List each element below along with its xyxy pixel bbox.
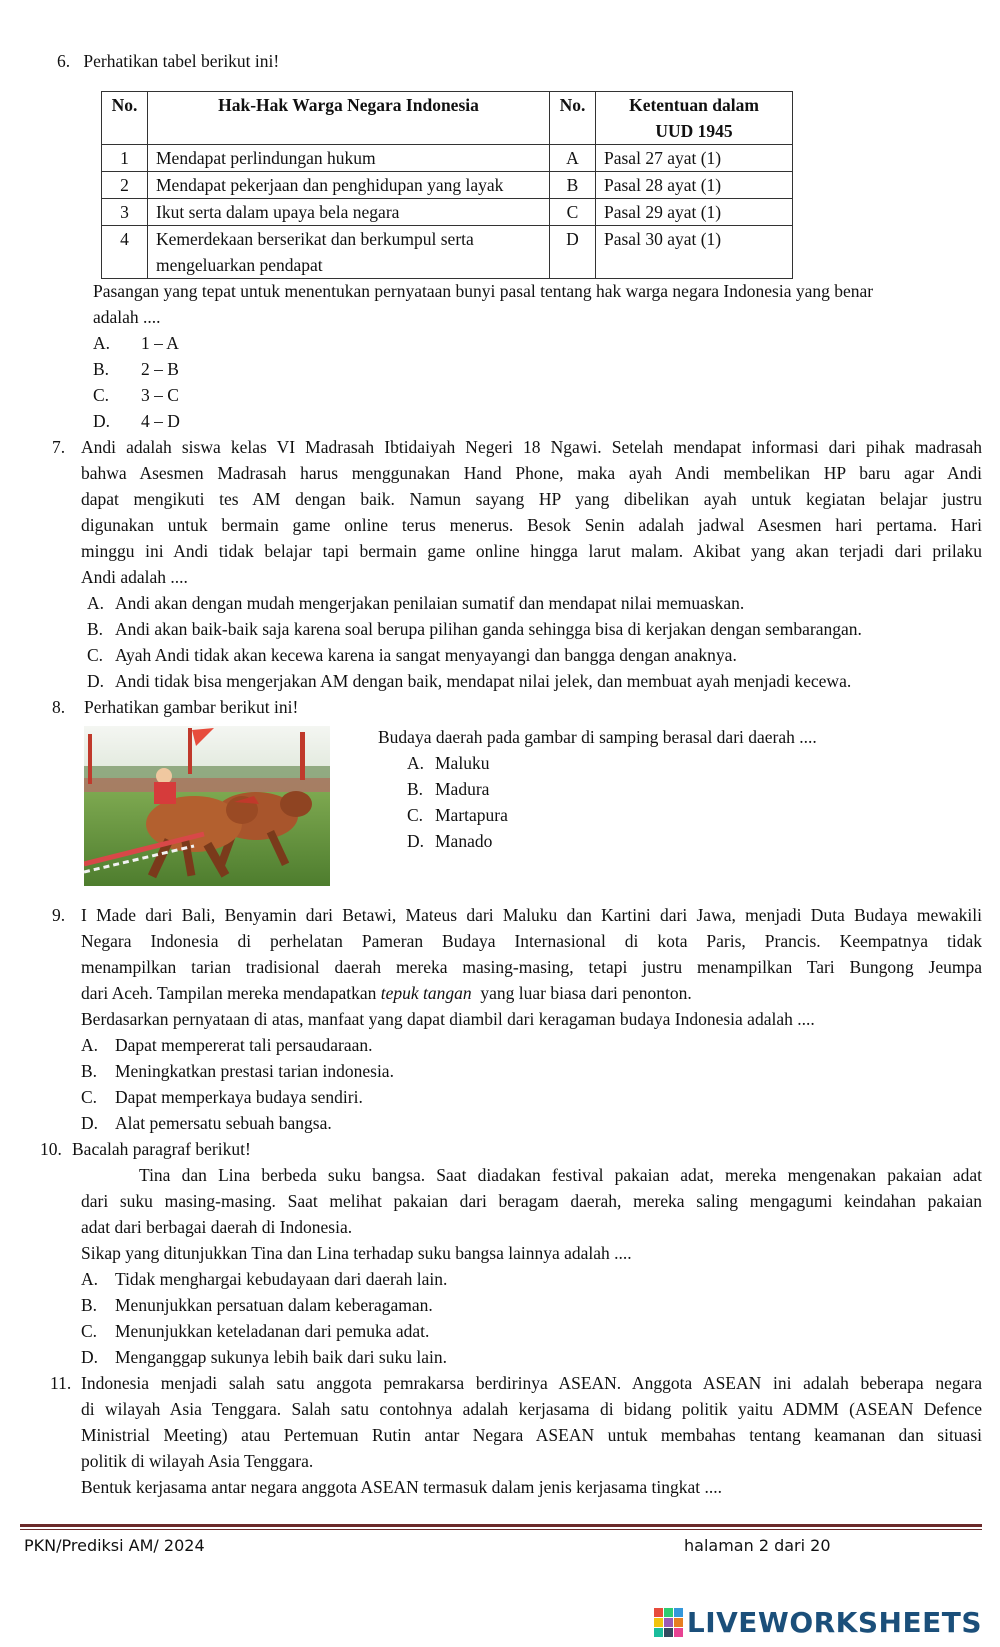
q6-prompt: Perhatikan tabel berikut ini!: [83, 51, 280, 71]
q6-option-c[interactable]: [93, 382, 179, 408]
q9-option-letter: D.: [81, 1113, 99, 1133]
q7-line: Andi adalah ....: [81, 567, 188, 587]
q11-stem: Bentuk kerjasama antar negara anggota ASEAN termasuk dalam jenis kerjasama tingkat ....: [81, 1477, 722, 1497]
q9-option-text: Meningkatkan prestasi tarian indonesia.: [115, 1061, 394, 1081]
q6-table: [101, 91, 793, 279]
q9-number: 9.: [52, 905, 66, 925]
q6-row-hak: Mendapat pekerjaan dan penghidupan yang layak: [148, 172, 550, 199]
q6-row-code: A: [550, 145, 596, 172]
q10-paragraph: [81, 1162, 982, 1240]
q6-option-letter: B.: [93, 359, 110, 379]
q6-option-letter: D.: [93, 411, 111, 431]
q6-header-ketentuan-line2: UUD 1945: [655, 121, 733, 141]
q8-option-text: Maluku: [435, 753, 490, 773]
q7-option-letter: C.: [87, 645, 104, 665]
q9-option-b[interactable]: [81, 1058, 394, 1084]
q6-option-text: 3 – C: [141, 385, 179, 405]
brand-name: LIVEWORKSHEETS: [686, 1606, 982, 1639]
q6-stem-line1: Pasangan yang tepat untuk menentukan pernyataan bunyi pasal tentang hak warga negara Indonesia yang benar: [93, 281, 874, 301]
q6-header-no2: No.: [550, 92, 596, 145]
q10-option-a[interactable]: [81, 1266, 447, 1292]
q6-option-text: 2 – B: [141, 359, 179, 379]
q6-header-ketentuan: [596, 92, 793, 145]
q6-row-code: C: [550, 199, 596, 226]
q9-line4-a: dari Aceh. Tampilan mereka mendapatkan: [81, 983, 377, 1003]
q8-prompt: Perhatikan gambar berikut ini!: [84, 697, 299, 717]
q9-line4-b: yang luar biasa dari penonton.: [480, 983, 692, 1003]
q10-option-text: Menganggap sukunya lebih baik dari suku lain.: [115, 1347, 447, 1367]
q8-option-c[interactable]: [407, 802, 508, 828]
q9-option-text: Dapat memperkaya budaya sendiri.: [115, 1087, 363, 1107]
q10-option-text: Menunjukkan persatuan dalam keberagaman.: [115, 1295, 433, 1315]
q8-option-text: Madura: [435, 779, 490, 799]
q7-option-text: Andi akan dengan mudah mengerjakan penilaian sumatif dan mendapat nilai memuaskan.: [115, 593, 745, 613]
q6-table-row: [102, 199, 793, 226]
footer-divider-thin: [20, 1529, 982, 1530]
q9-option-d[interactable]: [81, 1110, 332, 1136]
q9-line4-italic: tepuk tangan: [380, 983, 472, 1003]
q6-table-row: [102, 145, 793, 172]
q10-line: Tina dan Lina berbeda suku bangsa. Saat diadakan festival pakaian adat, mereka mengenakan pakaian adat: [139, 1165, 982, 1185]
footer-divider-thick: [20, 1524, 982, 1527]
q10-option-b[interactable]: [81, 1292, 433, 1318]
q7-line: digunakan untuk bermain game online terus menerus. Besok Senin adalah jadwal Asesmen hari pertama. Hari: [81, 515, 982, 535]
q6-row-hak-line1: Kemerdekaan berserikat dan berkumpul serta: [156, 229, 474, 249]
q9-paragraph: [81, 902, 982, 1006]
q6-option-text: 4 – D: [141, 411, 180, 431]
q9-line-4: [81, 980, 982, 1006]
q9-line: menampilkan tarian tradisional daerah mereka masing-masing, tetapi justru menampilkan Tari Bungong Jeumpa: [81, 957, 982, 977]
q11-line: Indonesia menjadi salah satu anggota pemrakarsa berdirinya ASEAN. Anggota ASEAN ini adalah beberapa negara: [81, 1373, 982, 1393]
q9-option-letter: B.: [81, 1061, 98, 1081]
q7-line: dapat mengikuti tes AM dengan baik. Namun sayang HP yang dibelikan ayah untuk kegiatan belajar justru: [81, 489, 982, 509]
q8-prompt-line: [52, 694, 298, 720]
karapan-sapi-photo: [84, 726, 330, 886]
q6-row-no: 3: [102, 199, 148, 226]
q6-row-hak: Ikut serta dalam upaya bela negara: [148, 199, 550, 226]
q6-table-row: [102, 172, 793, 199]
q7-option-text: Ayah Andi tidak akan kecewa karena ia sangat menyayangi dan bangga dengan anaknya.: [115, 645, 737, 665]
q6-row-pasal: Pasal 29 ayat (1): [596, 199, 793, 226]
q6-header-no: No.: [102, 92, 148, 145]
q6-row-pasal: Pasal 27 ayat (1): [596, 145, 793, 172]
q9-option-text: Dapat mempererat tali persaudaraan.: [115, 1035, 373, 1055]
q8-option-letter: B.: [407, 779, 424, 799]
q7-option-text: Andi tidak bisa mengerjakan AM dengan baik, mendapat nilai jelek, dan membuat ayah menjadi kecewa.: [115, 671, 852, 691]
q6-row-code: B: [550, 172, 596, 199]
q7-line: bahwa Asesmen Madrasah harus menggunakan Hand Phone, maka ayah Andi membelikan HP baru agar Andi: [81, 463, 982, 483]
q8-stem: Budaya daerah pada gambar di samping berasal dari daerah ....: [378, 727, 817, 747]
footer-left: PKN/Prediksi AM/ 2024: [24, 1536, 205, 1555]
q6-stem-line2: adalah ....: [93, 307, 161, 327]
q9-option-letter: C.: [81, 1087, 98, 1107]
q7-line: minggu ini Andi tidak belajar tapi bermain game online hingga larut malam. Akibat yang akan terjadi dari prilaku: [81, 541, 982, 561]
q6-option-text: 1 – A: [141, 333, 179, 353]
q7-number: 7.: [52, 437, 66, 457]
q6-row-hak-line2: mengeluarkan pendapat: [156, 255, 323, 275]
q11-paragraph: [81, 1370, 982, 1474]
q8-option-d[interactable]: [407, 828, 492, 854]
q8-option-a[interactable]: [407, 750, 489, 776]
q10-option-letter: B.: [81, 1295, 98, 1315]
q11-line: Ministrial Meeting) atau Pertemuan Rutin antar Negara ASEAN untuk membahas tentang keamanan dan situasi: [81, 1425, 982, 1445]
q7-option-letter: A.: [87, 593, 105, 613]
q9-line: Negara Indonesia di perhelatan Pameran Budaya Internasional di kota Paris, Prancis. Keempatnya tidak: [81, 931, 982, 951]
q6-option-letter: C.: [93, 385, 110, 405]
q10-option-letter: C.: [81, 1321, 98, 1341]
q6-option-letter: A.: [93, 333, 111, 353]
q8-option-letter: A.: [407, 753, 425, 773]
q6-row-no: 2: [102, 172, 148, 199]
q6-table-header: [102, 92, 793, 145]
q9-line: I Made dari Bali, Benyamin dari Betawi, Mateus dari Maluku dan Kartini dari Jawa, menjadi Duta Budaya mewakili: [81, 905, 982, 925]
q7-option-b[interactable]: [87, 616, 862, 642]
q7-option-d[interactable]: [87, 668, 851, 694]
q8-option-b[interactable]: [407, 776, 489, 802]
q10-option-c[interactable]: [81, 1318, 429, 1344]
footer-page-number: halaman 2 dari 20: [684, 1536, 831, 1555]
q6-row-no: 4: [102, 226, 148, 279]
q6-option-a[interactable]: [93, 330, 179, 356]
bull-race-image: [84, 726, 330, 886]
q7-option-letter: B.: [87, 619, 104, 639]
q6-row-pasal: Pasal 28 ayat (1): [596, 172, 793, 199]
q7-option-text: Andi akan baik-baik saja karena soal berupa pilihan ganda sehingga bisa di kerjakan dengan sembarangan.: [115, 619, 862, 639]
q7-option-c[interactable]: [87, 642, 737, 668]
q6-number: 6.: [57, 51, 71, 71]
q6-row-no: 1: [102, 145, 148, 172]
q9-option-c[interactable]: [81, 1084, 363, 1110]
q9-option-text: Alat pemersatu sebuah bangsa.: [115, 1113, 332, 1133]
q9-option-letter: A.: [81, 1035, 99, 1055]
q8-option-letter: D.: [407, 831, 425, 851]
q10-option-letter: A.: [81, 1269, 99, 1289]
q6-row-pasal: Pasal 30 ayat (1): [596, 226, 793, 279]
q8-number: 8.: [52, 697, 66, 717]
q10-option-text: Tidak menghargai kebudayaan dari daerah lain.: [115, 1269, 448, 1289]
q10-prompt: Bacalah paragraf berikut!: [72, 1139, 251, 1159]
q9-option-a[interactable]: [81, 1032, 373, 1058]
liveworksheets-logo[interactable]: [654, 1606, 982, 1639]
q6-option-d[interactable]: [93, 408, 180, 434]
q9-stem: Berdasarkan pernyataan di atas, manfaat yang dapat diambil dari keragaman budaya Indonesia adalah ....: [81, 1009, 815, 1029]
q6-prompt-line: [57, 48, 279, 74]
q6-row-hak: Mendapat perlindungan hukum: [148, 145, 550, 172]
q10-stem: Sikap yang ditunjukkan Tina dan Lina terhadap suku bangsa lainnya adalah ....: [81, 1243, 632, 1263]
q10-option-letter: D.: [81, 1347, 99, 1367]
q10-option-text: Menunjukkan keteladanan dari pemuka adat.: [115, 1321, 430, 1341]
q7-option-letter: D.: [87, 671, 105, 691]
q10-line: dari suku masing-masing. Saat melihat pakaian dari beragam daerah, mereka saling mengagumi keindahan pakaian: [81, 1191, 982, 1211]
q10-line: adat dari berbagai daerah di Indonesia.: [81, 1217, 353, 1237]
q7-option-a[interactable]: [87, 590, 744, 616]
q11-line: politik di wilayah Asia Tenggara.: [81, 1451, 314, 1471]
q7-line: Andi adalah siswa kelas VI Madrasah Ibtidaiyah Negeri 18 Ngawi. Setelah mendapat informasi dari pihak madrasah: [81, 437, 982, 457]
q8-option-text: Manado: [435, 831, 493, 851]
q6-table-row: [102, 226, 793, 279]
q6-header-hak: Hak-Hak Warga Negara Indonesia: [148, 92, 550, 145]
q6-row-code: D: [550, 226, 596, 279]
q7-paragraph: [81, 434, 982, 590]
q6-row-hak: [148, 226, 550, 279]
q11-number: 11.: [50, 1373, 72, 1393]
q11-line: di wilayah Asia Tenggara. Salah satu contohnya adalah kerjasama di bidang politik yaitu ADMM (ASEAN Defence: [81, 1399, 982, 1419]
q10-option-d[interactable]: [81, 1344, 447, 1370]
q8-option-text: Martapura: [435, 805, 508, 825]
liveworksheets-grid-icon: [654, 1608, 683, 1637]
q6-option-b[interactable]: [93, 356, 179, 382]
q8-option-letter: C.: [407, 805, 424, 825]
q10-prompt-line: [40, 1136, 251, 1162]
q6-header-ketentuan-line1: Ketentuan dalam: [629, 95, 759, 115]
q10-number: 10.: [40, 1139, 62, 1159]
